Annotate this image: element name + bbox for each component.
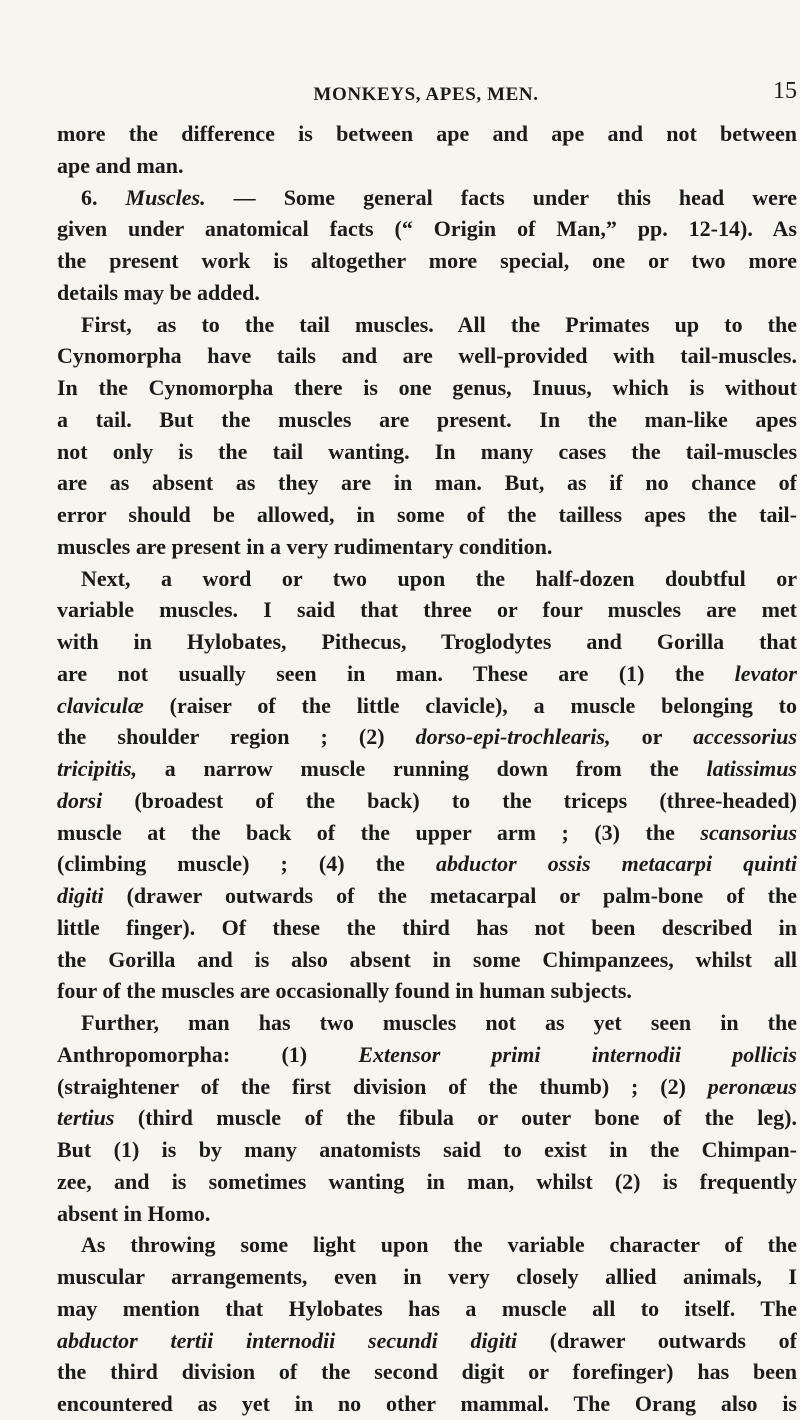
italic-term: claviculæ bbox=[57, 692, 144, 718]
text-line bbox=[57, 499, 797, 531]
text-segment: Next, a word or two upon the half-dozen doubtful or bbox=[81, 565, 797, 591]
text-segment: muscular arrangements, even in very closely allied animals, I bbox=[57, 1264, 797, 1289]
text-segment: 6. bbox=[81, 184, 126, 210]
text-line bbox=[57, 1102, 797, 1134]
text-line bbox=[57, 467, 797, 499]
page-number: 15 bbox=[773, 78, 797, 104]
text-line bbox=[57, 721, 797, 753]
text-line bbox=[57, 1388, 797, 1420]
text-segment: Further, man has two muscles not as yet seen in the bbox=[81, 1010, 797, 1035]
text-segment: variable muscles. I said that three or four muscles are met bbox=[57, 597, 797, 623]
text-segment: error should be allowed, in some of the tailless apes the tail- bbox=[57, 502, 797, 527]
italic-term: dorsi bbox=[57, 787, 103, 813]
text-segment: ape and man. bbox=[57, 152, 184, 178]
text-segment: details may be added. bbox=[57, 279, 260, 305]
text-line bbox=[57, 594, 797, 626]
text-line bbox=[57, 1039, 797, 1071]
text-line bbox=[57, 1293, 797, 1325]
italic-term: Muscles. bbox=[125, 184, 206, 210]
text-line bbox=[57, 944, 797, 976]
text-segment: not only is the tail wanting. In many cases the tail-muscles bbox=[57, 438, 797, 464]
running-head: MONKEYS, APES, MEN. bbox=[313, 84, 539, 105]
text-line bbox=[57, 912, 797, 944]
text-segment: (straightener of the first division of the thumb) ; (2) bbox=[57, 1073, 708, 1099]
text-line bbox=[57, 372, 797, 404]
text-segment: or bbox=[610, 724, 694, 750]
text-segment: Anthropomorpha: (1) bbox=[57, 1041, 359, 1067]
text-segment: First, as to the tail muscles. All the Primates up to the bbox=[81, 311, 797, 337]
text-segment: (third muscle of the fibula or outer bone of the leg). bbox=[114, 1105, 797, 1131]
italic-term: tertius bbox=[57, 1105, 115, 1131]
text-segment: (climbing muscle) ; (4) the bbox=[57, 851, 437, 877]
text-line bbox=[57, 1325, 797, 1357]
italic-term: latissimus bbox=[706, 756, 797, 781]
text-line bbox=[57, 563, 797, 595]
text-segment: may mention that Hylobates has a muscle all to itself. The bbox=[57, 1295, 797, 1321]
text-line bbox=[57, 1356, 797, 1388]
italic-term: Extensor primi internodii pollicis bbox=[358, 1041, 797, 1067]
italic-term: levator bbox=[734, 660, 797, 686]
text-line bbox=[57, 690, 797, 722]
text-line bbox=[57, 531, 797, 563]
text-line bbox=[57, 277, 797, 309]
text-segment: a tail. But the muscles are present. In the man-like apes bbox=[57, 406, 797, 432]
italic-term: tricipitis, bbox=[57, 756, 138, 781]
text-segment: muscle at the back of the upper arm ; (3) the bbox=[57, 819, 701, 845]
text-line bbox=[57, 658, 797, 690]
text-line bbox=[57, 1229, 797, 1261]
text-segment: little finger). Of these the third has not been described in bbox=[57, 914, 797, 940]
italic-term: abductor tertii internodii secundi digiti bbox=[57, 1327, 517, 1353]
text-segment: — Some general facts under this head were bbox=[205, 184, 797, 210]
text-segment: As throwing some light upon the variable character of the bbox=[81, 1232, 797, 1258]
text-segment: the shoulder region ; (2) bbox=[57, 724, 416, 750]
text-segment: (raiser of the little clavicle), a muscle belonging to bbox=[143, 692, 797, 718]
text-line bbox=[57, 182, 797, 214]
text-line bbox=[57, 118, 797, 150]
text-segment: absent in Homo. bbox=[57, 1200, 211, 1226]
text-line bbox=[57, 1134, 797, 1166]
italic-term: accessorius bbox=[693, 724, 797, 750]
text-segment: (drawer outwards of the metacarpal or palm-bone of the bbox=[103, 883, 797, 908]
page-header bbox=[55, 78, 797, 108]
text-segment: more the difference is between ape and ape and not between bbox=[57, 121, 797, 146]
text-line bbox=[57, 1071, 797, 1103]
text-segment: the Gorilla and is also absent in some Chimpanzees, whilst all bbox=[57, 946, 797, 972]
italic-term: peronæus bbox=[707, 1073, 797, 1099]
text-line bbox=[57, 753, 797, 785]
text-segment: are as absent as they are in man. But, as if no chance of bbox=[57, 470, 797, 496]
text-segment: with in Hylobates, Pithecus, Troglodytes and Gorilla that bbox=[57, 629, 797, 654]
text-segment: Cynomorpha have tails and are well-provided with tail-muscles. bbox=[57, 343, 797, 369]
italic-term: abductor ossis metacarpi quinti bbox=[436, 851, 797, 877]
text-segment: But (1) is by many anatomists said to exist in the Chimpan- bbox=[57, 1137, 797, 1162]
text-line bbox=[57, 1166, 797, 1198]
text-segment: the present work is altogether more special, one or two more bbox=[57, 248, 797, 273]
text-line bbox=[57, 150, 797, 182]
text-line bbox=[57, 626, 797, 658]
text-line bbox=[57, 1007, 797, 1039]
text-segment: (drawer outwards of bbox=[516, 1327, 797, 1353]
text-segment: a narrow muscle running down from the bbox=[137, 756, 707, 781]
text-segment: encountered as yet in no other mammal. The Orang also is bbox=[57, 1391, 797, 1416]
italic-term: dorso-epi-trochlearis, bbox=[415, 724, 611, 750]
text-line bbox=[57, 785, 797, 817]
text-line bbox=[57, 1198, 797, 1230]
text-line bbox=[57, 404, 797, 436]
text-line bbox=[57, 848, 797, 880]
text-line bbox=[57, 309, 797, 341]
text-line bbox=[57, 436, 797, 468]
text-segment: are not usually seen in man. These are (1) the bbox=[57, 660, 735, 686]
text-line bbox=[57, 817, 797, 849]
text-segment: zee, and is sometimes wanting in man, whilst (2) is frequently bbox=[57, 1168, 797, 1194]
text-line bbox=[57, 245, 797, 277]
italic-term: scansorius bbox=[700, 819, 797, 845]
text-segment: In the Cynomorpha there is one genus, Inuus, which is without bbox=[57, 375, 797, 400]
text-line bbox=[57, 340, 797, 372]
text-segment: four of the muscles are occasionally found in human subjects. bbox=[57, 978, 632, 1004]
text-segment: muscles are present in a very rudimentary condition. bbox=[57, 533, 553, 559]
body-text bbox=[57, 118, 797, 1420]
text-line bbox=[57, 213, 797, 245]
text-line bbox=[57, 975, 797, 1007]
text-line bbox=[57, 1261, 797, 1293]
italic-term: digiti bbox=[57, 883, 104, 908]
text-segment: given under anatomical facts (“ Origin of Man,” pp. 12-14). As bbox=[57, 216, 797, 242]
text-segment: the third division of the second digit or forefinger) has been bbox=[57, 1359, 797, 1385]
text-line bbox=[57, 880, 797, 912]
text-segment: (broadest of the back) to the triceps (three-headed) bbox=[102, 787, 797, 813]
